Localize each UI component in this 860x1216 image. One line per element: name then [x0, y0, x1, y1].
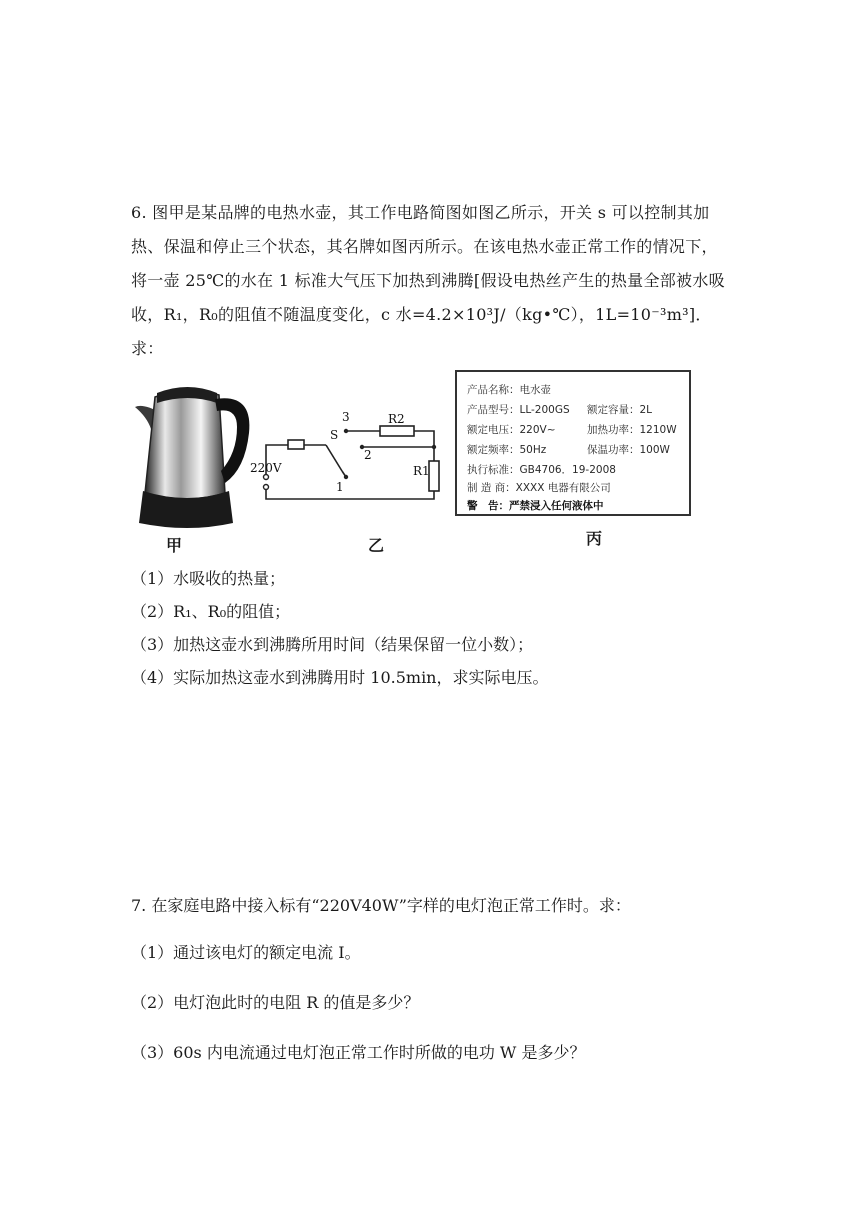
figure-label-bing: 丙	[586, 529, 603, 548]
nameplate	[455, 370, 691, 516]
q7-sub-3: （3）60s 内电流通过电灯泡正常工作时所做的电功 W 是多少？	[131, 1043, 586, 1062]
circuit-switch-label: S	[330, 428, 339, 442]
nameplate-heat-power: 加热功率：1210W	[587, 424, 677, 436]
q6-sub-2: （2）R₁、R₀的阻值；	[131, 602, 291, 621]
circuit-r2-label: R2	[388, 412, 405, 426]
figure-label-yi: 乙	[368, 536, 385, 555]
q6-sub-1: （1）水吸收的热量；	[131, 569, 286, 588]
circuit-voltage-label: 220V	[250, 461, 282, 475]
figure-label-jia: 甲	[166, 536, 183, 555]
nameplate-capacity: 额定容量：2L	[587, 404, 653, 416]
circuit-contact-2: 2	[364, 448, 372, 462]
nameplate-voltage: 额定电压：220V~	[467, 424, 556, 436]
nameplate-product-name: 产品名称：电水壶	[467, 384, 551, 396]
q7-sub-2: （2）电灯泡此时的电阻 R 的值是多少？	[131, 993, 420, 1012]
nameplate-frequency: 额定频率：50Hz	[467, 444, 547, 456]
q6-sub-3: （3）加热这壶水到沸腾所用时间（结果保留一位小数）；	[131, 635, 534, 654]
q6-sub-4: （4）实际加热这壶水到沸腾用时 10.5min，求实际电压。	[131, 668, 549, 687]
nameplate-keep-power: 保温功率：100W	[587, 444, 670, 456]
nameplate-model: 产品型号：LL-200GS	[467, 404, 570, 416]
kettle-image	[133, 383, 253, 531]
question-6-text: 6. 图甲是某品牌的电热水壶，其工作电路简图如图乙所示，开关 s 可以控制其加热、保温和停止三个状态，其名牌如图丙所示。在该电热水壶正常工作的情况下，将一壶 25℃的水在 1 标准大气压下加热到沸腾[假设电热丝产生的热量全部被水吸收，R₁，R₀的阻值不随温度变化，c 水=4.2×10³J/（kg•℃），1L=10⁻³m³]．求：	[131, 203, 725, 358]
question-7-text: 7. 在家庭电路中接入标有“220V40W”字样的电灯泡正常工作时。求：	[131, 896, 631, 915]
nameplate-standard: 执行标准：GB4706．19-2008	[467, 464, 616, 476]
q7-sub-1: （1）通过该电灯的额定电流 I。	[131, 943, 361, 962]
circuit-contact-1: 1	[336, 480, 344, 494]
circuit-diagram	[250, 395, 445, 505]
nameplate-warning: 警 告：严禁浸入任何液体中	[467, 500, 604, 512]
nameplate-maker: 制 造 商：XXXX 电器有限公司	[467, 482, 611, 494]
circuit-contact-3: 3	[342, 410, 350, 424]
circuit-r1-label: R1	[413, 464, 430, 478]
